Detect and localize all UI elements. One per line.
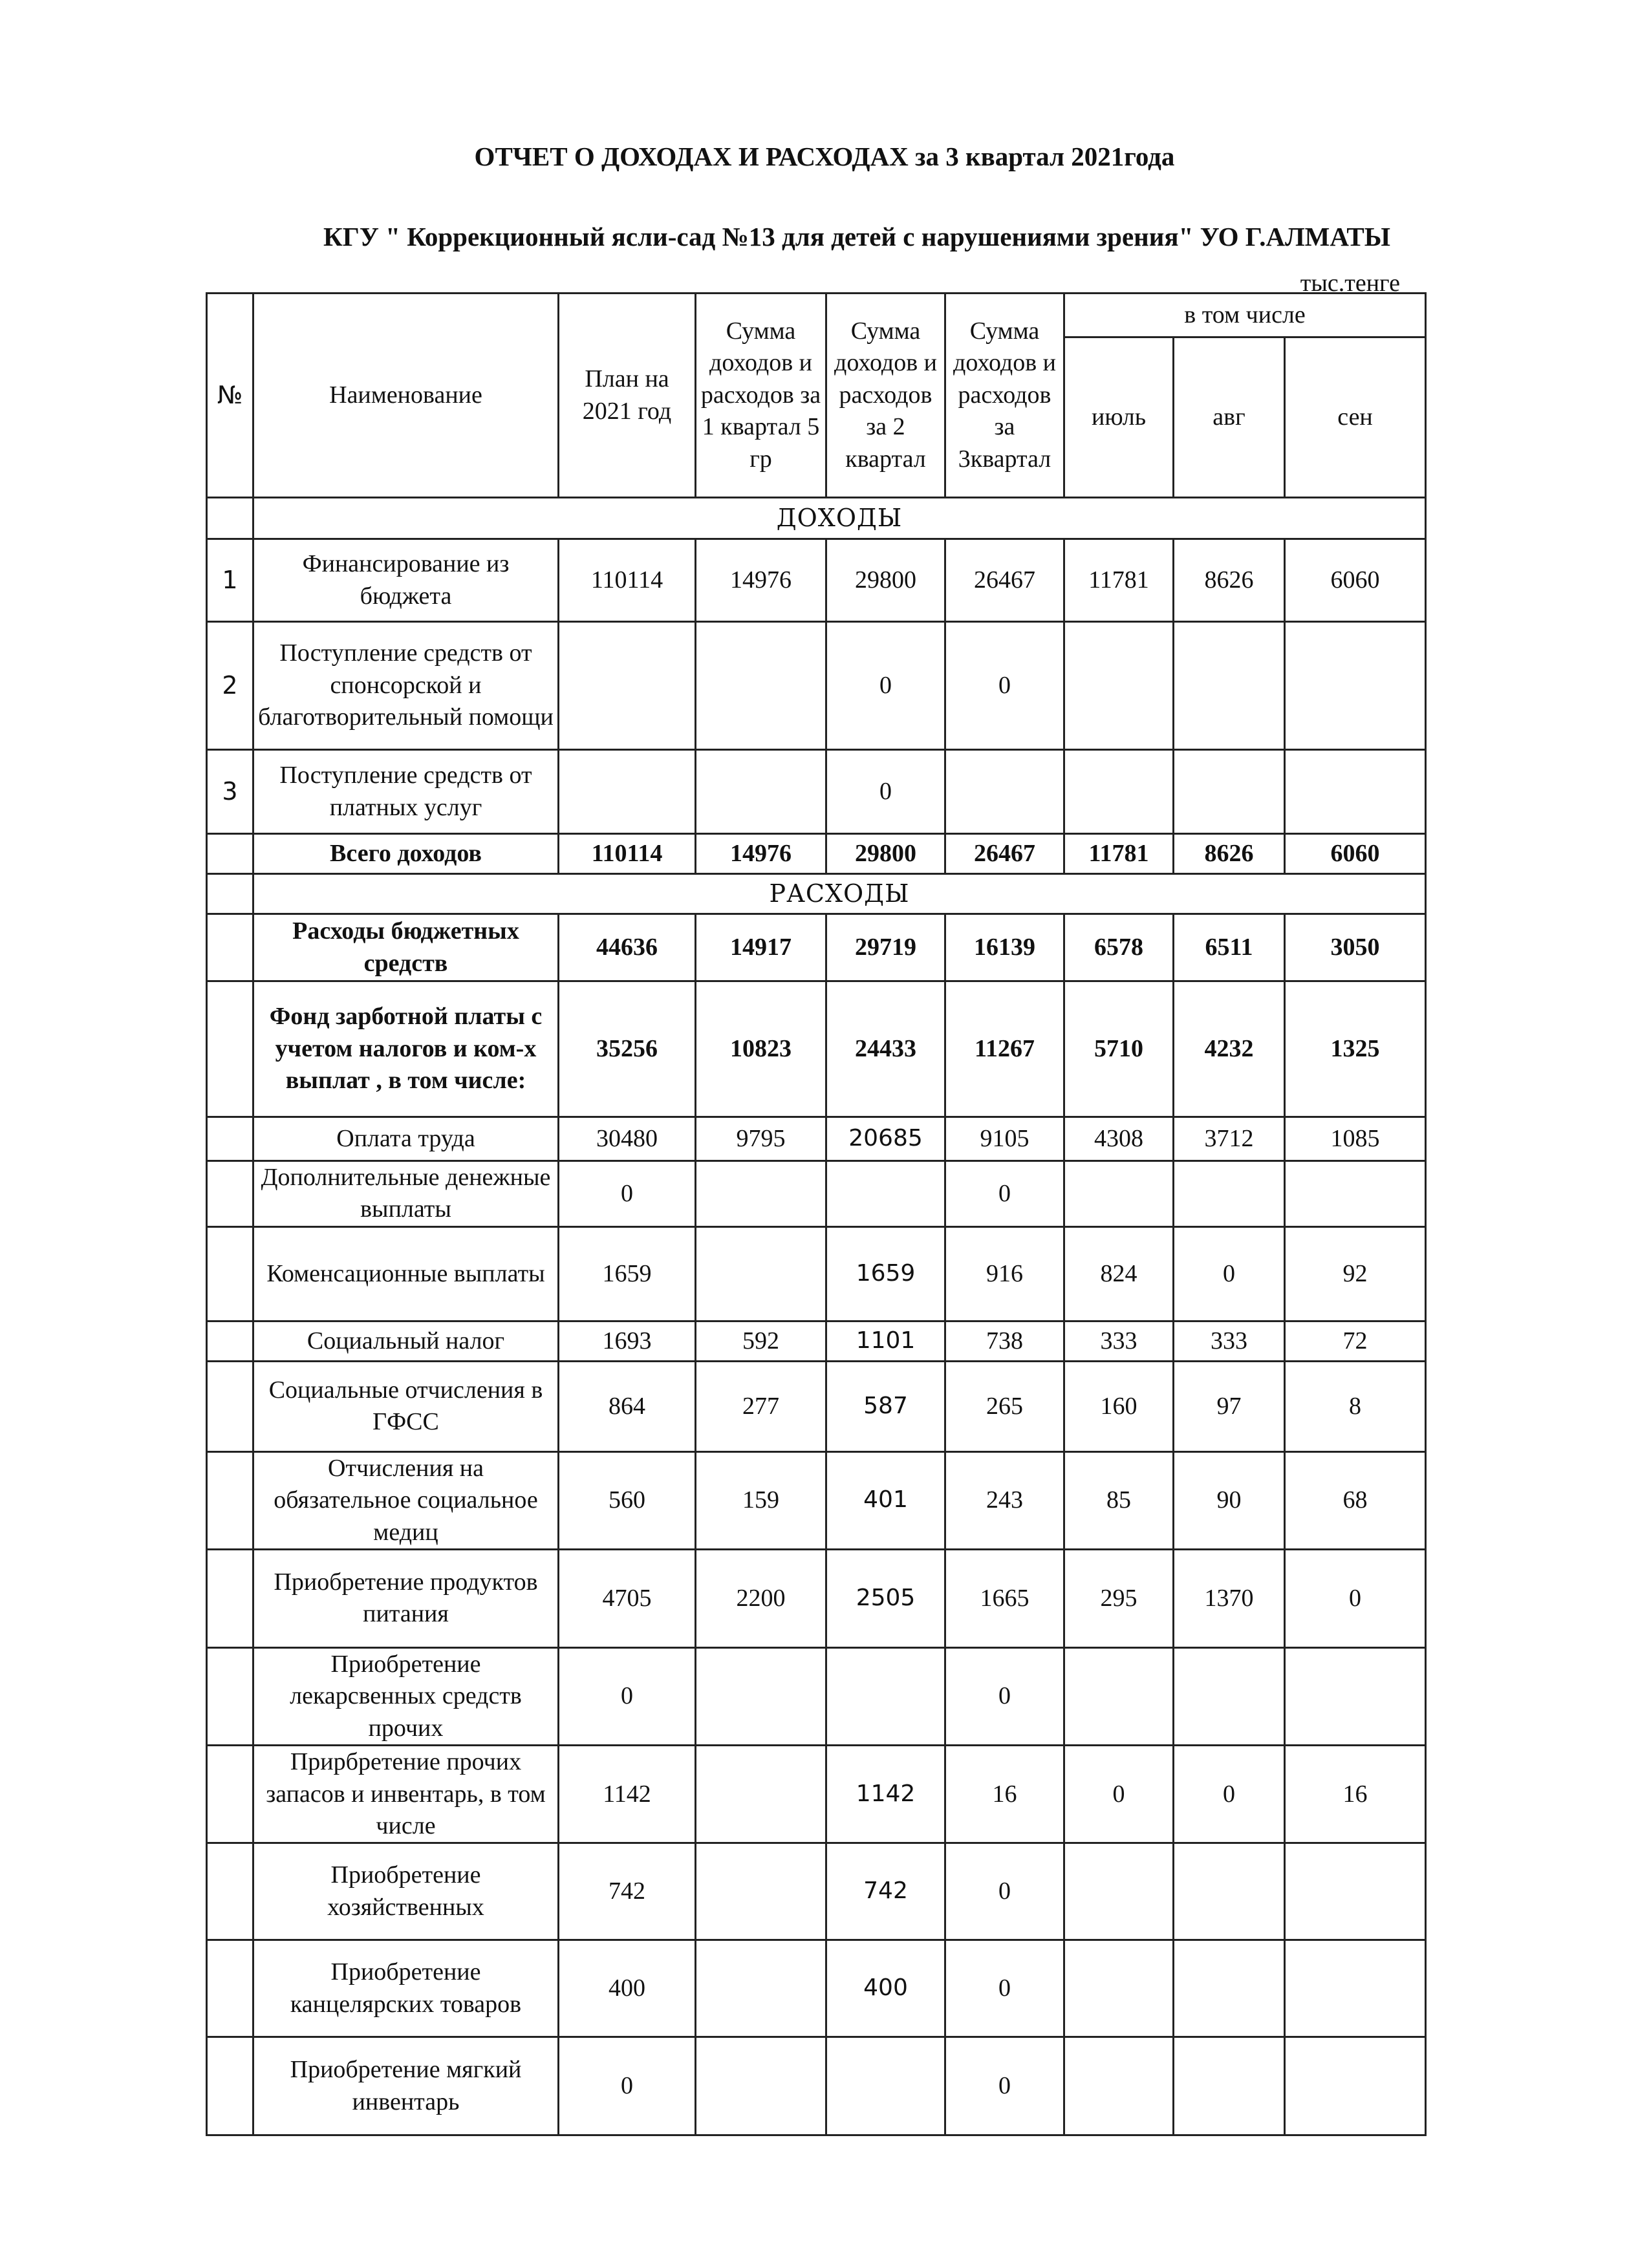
cell-q1: 2200 xyxy=(696,1549,826,1647)
table-row xyxy=(207,914,1426,981)
cell-plan xyxy=(559,622,696,750)
cell-plan: 35256 xyxy=(559,981,696,1117)
cell-plan: 1659 xyxy=(559,1226,696,1321)
row-name: Поступление средств от платных услуг xyxy=(253,750,559,834)
cell-jul: 6578 xyxy=(1064,914,1174,981)
cell-q1: 14976 xyxy=(696,539,826,622)
table-row xyxy=(207,1361,1426,1451)
cell-plan: 560 xyxy=(559,1451,696,1549)
cell-q1 xyxy=(696,622,826,750)
cell-aug: 97 xyxy=(1174,1361,1285,1451)
table-row xyxy=(207,1746,1426,1843)
cell-aug: 4232 xyxy=(1174,981,1285,1117)
cell-q3: 0 xyxy=(945,1161,1064,1227)
table-row xyxy=(207,1647,1426,1745)
cell-aug: 333 xyxy=(1174,1321,1285,1361)
cell-q3: 916 xyxy=(945,1226,1064,1321)
cell-q1 xyxy=(696,1843,826,1940)
table-row xyxy=(207,1843,1426,1940)
cell-plan: 864 xyxy=(559,1361,696,1451)
cell-q2: 0 xyxy=(826,622,945,750)
cell-sep xyxy=(1285,1161,1426,1227)
table-row xyxy=(207,1117,1426,1161)
cell-sep: 16 xyxy=(1285,1746,1426,1843)
cell-plan: 0 xyxy=(559,1647,696,1745)
cell-sep xyxy=(1285,1940,1426,2037)
cell-q1 xyxy=(696,1161,826,1227)
cell-q3: 0 xyxy=(945,1940,1064,2037)
cell-q3: 1665 xyxy=(945,1549,1064,1647)
cell-q1: 592 xyxy=(696,1321,826,1361)
header-name: Наименование xyxy=(253,294,559,498)
row-name: Социальный налог xyxy=(253,1321,559,1361)
cell-jul: 11781 xyxy=(1064,834,1174,874)
cell-q2: 742 xyxy=(826,1843,945,1940)
cell-sep xyxy=(1285,2037,1426,2135)
row-name: Приобретение хозяйственных xyxy=(253,1843,559,1940)
cell-jul: 5710 xyxy=(1064,981,1174,1117)
cell-aug xyxy=(1174,1647,1285,1745)
table-row xyxy=(207,1321,1426,1361)
row-name: Отчисления на обязательное социальное медиц xyxy=(253,1451,559,1549)
cell-plan: 30480 xyxy=(559,1117,696,1161)
cell-q1 xyxy=(696,1746,826,1843)
table-row xyxy=(207,1161,1426,1227)
cell-q2: 400 xyxy=(826,1940,945,2037)
cell-q1: 277 xyxy=(696,1361,826,1451)
table-row xyxy=(207,750,1426,834)
cell-aug: 8626 xyxy=(1174,539,1285,622)
row-name: Приобретение мягкий инвентарь xyxy=(253,2037,559,2135)
row-name: Финансирование из бюджета xyxy=(253,539,559,622)
cell-plan: 110114 xyxy=(559,539,696,622)
cell-q2: 1101 xyxy=(826,1321,945,1361)
report-title: ОТЧЕТ О ДОХОДАХ И РАСХОДАХ за 3 квартал 2021года xyxy=(474,142,1175,171)
cell-jul xyxy=(1064,1843,1174,1940)
section-expenses: РАСХОДЫ xyxy=(253,874,1426,914)
table-row xyxy=(207,981,1426,1117)
cell-q3: 0 xyxy=(945,1647,1064,1745)
table-row xyxy=(207,1549,1426,1647)
cell-plan: 742 xyxy=(559,1843,696,1940)
cell-q3: 9105 xyxy=(945,1117,1064,1161)
cell-aug: 0 xyxy=(1174,1226,1285,1321)
row-name: Прирбретение прочих запасов и инвентарь, в том числе xyxy=(253,1746,559,1843)
cell-sep: 1085 xyxy=(1285,1117,1426,1161)
cell-aug xyxy=(1174,1940,1285,2037)
cell-q3: 0 xyxy=(945,2037,1064,2135)
header-jul: июль xyxy=(1064,337,1174,498)
table-row xyxy=(207,1940,1426,2037)
cell-aug xyxy=(1174,750,1285,834)
cell-aug: 1370 xyxy=(1174,1549,1285,1647)
cell-q1: 9795 xyxy=(696,1117,826,1161)
header-q1: Сумма доходов и расходов за 1 квартал 5 гр xyxy=(696,294,826,498)
cell-q1 xyxy=(696,2037,826,2135)
cell-sep xyxy=(1285,750,1426,834)
cell-q2: 1659 xyxy=(826,1226,945,1321)
cell-q1: 14917 xyxy=(696,914,826,981)
cell-jul: 4308 xyxy=(1064,1117,1174,1161)
row-name: Дополнительные денежные выплаты xyxy=(253,1161,559,1227)
cell-sep: 1325 xyxy=(1285,981,1426,1117)
units-label: тыс.тенге xyxy=(1300,270,1400,297)
cell-q1: 14976 xyxy=(696,834,826,874)
cell-q3: 26467 xyxy=(945,834,1064,874)
cell-aug xyxy=(1174,1843,1285,1940)
row-name: Поступление средств от спонсорской и благотворительный помощи xyxy=(253,622,559,750)
cell-plan: 0 xyxy=(559,1161,696,1227)
cell-jul: 333 xyxy=(1064,1321,1174,1361)
organization-name: КГУ " Коррекционный ясли-сад №13 для детей с нарушениями зрения" УО Г.АЛМАТЫ xyxy=(323,222,1390,251)
cell-aug: 6511 xyxy=(1174,914,1285,981)
row-name: Приобретение лекарсвенных средств прочих xyxy=(253,1647,559,1745)
header-q2: Сумма доходов и расходов за 2 квартал xyxy=(826,294,945,498)
cell-sep: 3050 xyxy=(1285,914,1426,981)
row-name: Оплата труда xyxy=(253,1117,559,1161)
cell-sep: 92 xyxy=(1285,1226,1426,1321)
cell-sep: 0 xyxy=(1285,1549,1426,1647)
row-name: Всего доходов xyxy=(253,834,559,874)
table-row xyxy=(207,539,1426,622)
cell-q1 xyxy=(696,1226,826,1321)
cell-q2: 29800 xyxy=(826,834,945,874)
cell-aug: 0 xyxy=(1174,1746,1285,1843)
row-name: Социальные отчисления в ГФСС xyxy=(253,1361,559,1451)
cell-q3: 265 xyxy=(945,1361,1064,1451)
header-sep: сен xyxy=(1285,337,1426,498)
cell-q3: 0 xyxy=(945,1843,1064,1940)
cell-q1 xyxy=(696,750,826,834)
cell-sep xyxy=(1285,622,1426,750)
cell-plan xyxy=(559,750,696,834)
cell-q3: 11267 xyxy=(945,981,1064,1117)
cell-jul xyxy=(1064,2037,1174,2135)
cell-jul: 160 xyxy=(1064,1361,1174,1451)
report-table xyxy=(206,292,1427,2136)
cell-q3: 243 xyxy=(945,1451,1064,1549)
table-row xyxy=(207,622,1426,750)
cell-q1 xyxy=(696,1647,826,1745)
cell-q2: 1142 xyxy=(826,1746,945,1843)
cell-sep: 8 xyxy=(1285,1361,1426,1451)
cell-jul xyxy=(1064,1940,1174,2037)
cell-q2: 0 xyxy=(826,750,945,834)
cell-sep: 6060 xyxy=(1285,834,1426,874)
row-name: Фонд зарботной платы с учетом налогов и ком-х выплат , в том числе: xyxy=(253,981,559,1117)
cell-sep: 68 xyxy=(1285,1451,1426,1549)
cell-sep xyxy=(1285,1647,1426,1745)
header-plan: План на 2021 год xyxy=(559,294,696,498)
cell-jul: 824 xyxy=(1064,1226,1174,1321)
cell-jul: 11781 xyxy=(1064,539,1174,622)
cell-jul xyxy=(1064,622,1174,750)
cell-jul xyxy=(1064,750,1174,834)
cell-q3: 0 xyxy=(945,622,1064,750)
cell-sep xyxy=(1285,1843,1426,1940)
cell-q1: 159 xyxy=(696,1451,826,1549)
cell-jul: 0 xyxy=(1064,1746,1174,1843)
row-number: 3 xyxy=(207,750,253,834)
cell-aug xyxy=(1174,622,1285,750)
row-name: Расходы бюджетных средств xyxy=(253,914,559,981)
cell-plan: 1142 xyxy=(559,1746,696,1843)
cell-q2 xyxy=(826,2037,945,2135)
cell-q2: 2505 xyxy=(826,1549,945,1647)
table-row xyxy=(207,1226,1426,1321)
header-no: № xyxy=(207,294,253,498)
cell-q3: 16139 xyxy=(945,914,1064,981)
cell-q2: 587 xyxy=(826,1361,945,1451)
cell-q1: 10823 xyxy=(696,981,826,1117)
table-row-total xyxy=(207,834,1426,874)
cell-jul xyxy=(1064,1161,1174,1227)
cell-aug: 90 xyxy=(1174,1451,1285,1549)
cell-sep: 6060 xyxy=(1285,539,1426,622)
cell-jul: 85 xyxy=(1064,1451,1174,1549)
cell-plan: 1693 xyxy=(559,1321,696,1361)
cell-q2 xyxy=(826,1647,945,1745)
cell-aug: 3712 xyxy=(1174,1117,1285,1161)
cell-plan: 44636 xyxy=(559,914,696,981)
cell-plan: 400 xyxy=(559,1940,696,2037)
cell-q2: 29719 xyxy=(826,914,945,981)
cell-q2: 24433 xyxy=(826,981,945,1117)
row-number: 1 xyxy=(207,539,253,622)
table-row xyxy=(207,1451,1426,1549)
cell-sep: 72 xyxy=(1285,1321,1426,1361)
cell-plan: 110114 xyxy=(559,834,696,874)
cell-q2: 29800 xyxy=(826,539,945,622)
cell-q2: 20685 xyxy=(826,1117,945,1161)
section-income: ДОХОДЫ xyxy=(253,498,1426,539)
cell-q3: 26467 xyxy=(945,539,1064,622)
cell-q3 xyxy=(945,750,1064,834)
table-row xyxy=(207,2037,1426,2135)
cell-aug: 8626 xyxy=(1174,834,1285,874)
cell-plan: 4705 xyxy=(559,1549,696,1647)
cell-aug xyxy=(1174,2037,1285,2135)
cell-plan: 0 xyxy=(559,2037,696,2135)
cell-jul xyxy=(1064,1647,1174,1745)
row-number: 2 xyxy=(207,622,253,750)
header-aug: авг xyxy=(1174,337,1285,498)
cell-q3: 16 xyxy=(945,1746,1064,1843)
cell-q2 xyxy=(826,1161,945,1227)
cell-aug xyxy=(1174,1161,1285,1227)
row-name: Приобретение продуктов питания xyxy=(253,1549,559,1647)
cell-jul: 295 xyxy=(1064,1549,1174,1647)
row-name: Коменсационные выплаты xyxy=(253,1226,559,1321)
cell-q3: 738 xyxy=(945,1321,1064,1361)
row-name: Приобретение канцелярских товаров xyxy=(253,1940,559,2037)
header-including: в том числе xyxy=(1064,294,1426,337)
header-q3: Сумма доходов и расходов за 3квартал xyxy=(945,294,1064,498)
cell-q2: 401 xyxy=(826,1451,945,1549)
cell-q1 xyxy=(696,1940,826,2037)
